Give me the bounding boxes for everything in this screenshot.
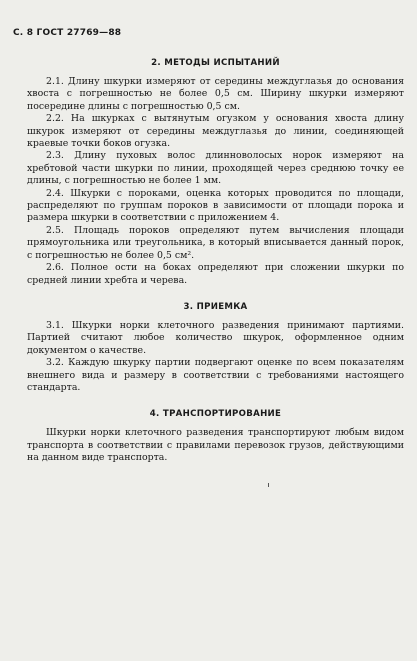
paragraph-4-1: Шкурки норки клеточного разведения транспортируют любым видом транспорта в соответствии с правилами перевозок грузов, действующими на данном виде транспорта. [27,427,404,464]
page-header: С. 8 ГОСТ 27769—88 [13,28,122,38]
paragraph-3-2: 3.2. Каждую шкурку партии подвергают оценке по всем показателям внешнего вида и размеру в соответствии с требованиями настоящего стандарта. [27,357,404,393]
paragraph-2-1: 2.1. Длину шкурки измеряют от середины междуглазья до основания хвоста с погрешностью не более 0,5 см. Ширину шкурки измеряют посередине длины с погрешностью 0,5 см. [27,76,404,112]
paragraph-2-3: 2.3. Длину пуховых волос длинноволосых норок измеряют на хребтовой части шкурки по линии, проходящей через среднюю точку ее длины, с погрешностью не более 1 мм. [27,150,404,187]
section-title-transportation: 4. ТРАНСПОРТИРОВАНИЕ [149,409,282,420]
paragraph-3-1: 3.1. Шкурки норки клеточного разведения принимают партиями. Партией считают любое количество шкурок, оформленное одним документом о качестве. [27,319,404,356]
paragraph-2-5: 2.5. Площадь пороков определяют путем вычисления площади прямоугольника или треугольника, в который вписывается данный порок, с погрешностью не более 0,5 см². [27,224,404,261]
paragraph-2-4: 2.4. Шкурки с пороками, оценка которых проводится по площади, распределяют по группам пороков в зависимости от площади порока и размера шкурки в соответствии с приложением 4. [27,187,404,224]
paragraph-2-6: 2.6. Полное ости на боках определяют при сложении шкурки по средней линии хребта и черева. [27,262,404,286]
scan-mark [268,483,269,487]
paragraph-2-2: 2.2. На шкурках с вытянутым огузком у основания хвоста длину шкурок измеряют от середины междуглазья до линии, соединяющей краевые точки боков огузка. [27,113,404,150]
section-title-acceptance: 3. ПРИЕМКА [183,301,248,312]
section-acceptance [27,301,404,394]
section-transportation [27,408,404,464]
section-methods [27,57,404,287]
document-body [27,57,404,465]
section-title-methods: 2. МЕТОДЫ ИСПЫТАНИЙ [151,58,280,68]
